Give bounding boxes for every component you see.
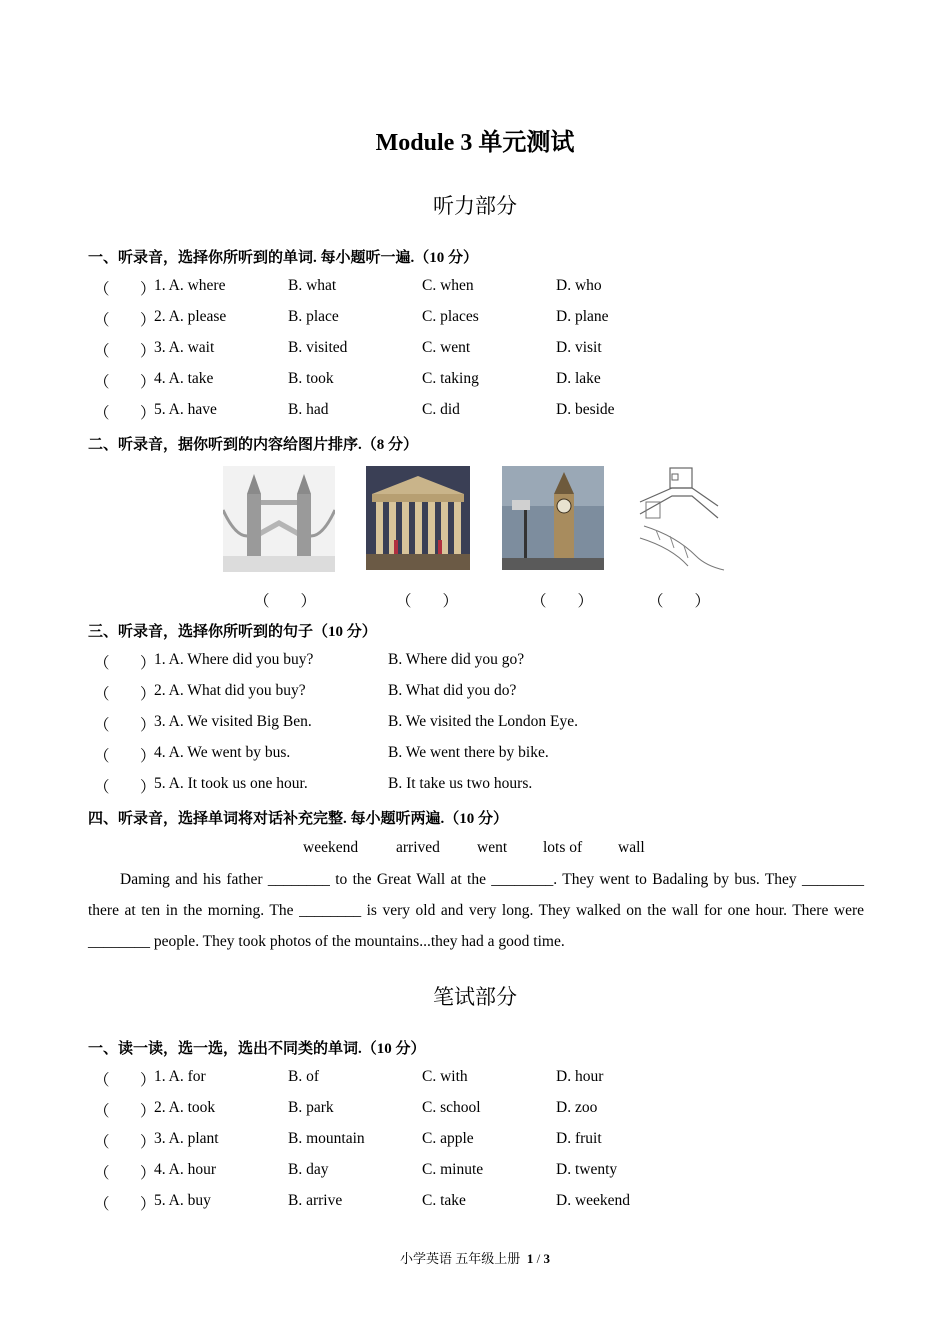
answer-paren-left: （ — [94, 1134, 110, 1151]
option-b: B. mountain — [288, 1130, 365, 1147]
answer-paren-right: ） — [140, 281, 156, 298]
answer-paren-left: （ — [94, 1072, 110, 1089]
sentence-a: 1. A. Where did you buy? — [154, 651, 314, 668]
cloze-passage — [88, 864, 864, 957]
option-a: 3. A. plant — [154, 1130, 219, 1147]
option-a: 2. A. please — [154, 308, 227, 325]
option-d: D. weekend — [556, 1192, 631, 1209]
part5-row — [88, 1130, 888, 1152]
answer-paren-right: ） — [140, 779, 156, 796]
option-b: B. park — [288, 1099, 334, 1116]
option-b: B. of — [288, 1068, 319, 1085]
answer-paren-right: ） — [140, 343, 156, 360]
option-c: C. did — [422, 401, 460, 418]
answer-paren-right: ） — [140, 655, 156, 672]
part1-row — [88, 339, 888, 361]
part3-row — [88, 651, 888, 673]
option-d: D. plane — [556, 308, 609, 325]
option-a: 1. A. where — [154, 277, 226, 294]
part5-row — [88, 1192, 888, 1214]
part5-row — [88, 1099, 888, 1121]
option-d: D. hour — [556, 1068, 604, 1085]
word-bank-item: arrived — [396, 839, 440, 856]
answer-paren-right: ） — [140, 374, 156, 391]
answer-paren-right: ） — [140, 748, 156, 765]
answer-paren-left: （ — [94, 779, 110, 796]
part3-heading: 三、听录音，选择你所听到的句子（10 分） — [88, 624, 377, 640]
answer-paren-right: ） — [140, 1134, 156, 1151]
page-number: 1 — [526, 1251, 534, 1266]
option-b: B. what — [288, 277, 337, 294]
option-a: 4. A. take — [154, 370, 214, 387]
option-d: D. beside — [556, 401, 615, 418]
answer-paren-right: ） — [140, 1165, 156, 1182]
option-c: C. places — [422, 308, 479, 325]
word-bank-item: lots of — [543, 839, 583, 856]
picture-answer-blank: （ ） — [648, 593, 711, 610]
cloze-passage-text: Daming and his father ________ to the Great Wall at the ________. They went to Badaling by bus. They ________ there at ten in the morning. The ________ is very old and very long. They walked on the wall for one hour. There were ________ people. They took photos of the mountains...they had a good time. — [88, 871, 864, 950]
option-a: 2. A. took — [154, 1099, 216, 1116]
sentence-b: B. It take us two hours. — [388, 775, 533, 792]
option-d: D. zoo — [556, 1099, 598, 1116]
option-b: B. had — [288, 401, 329, 418]
answer-paren-left: （ — [94, 281, 110, 298]
part3-row — [88, 744, 888, 766]
answer-paren-left: （ — [94, 405, 110, 422]
word-bank-item: went — [477, 839, 508, 856]
part3-row — [88, 713, 888, 735]
answer-paren-left: （ — [94, 748, 110, 765]
part3-row — [88, 775, 888, 797]
picture-answer-blank: （ ） — [254, 593, 317, 610]
answer-paren-left: （ — [94, 1165, 110, 1182]
picture-answer-blank: （ ） — [531, 593, 594, 610]
part5-row — [88, 1068, 888, 1090]
page-total: 3 — [543, 1251, 550, 1266]
word-bank-item: wall — [618, 839, 645, 856]
option-c: C. with — [422, 1068, 468, 1085]
option-c: C. minute — [422, 1161, 484, 1178]
answer-paren-right: ） — [140, 312, 156, 329]
option-c: C. school — [422, 1099, 481, 1116]
sentence-b: B. We went there by bike. — [388, 744, 549, 761]
answer-paren-right: ） — [140, 686, 156, 703]
big-ben-image — [502, 466, 604, 570]
part5-row — [88, 1161, 888, 1183]
part4-heading: 四、听录音，选择单词将对话补充完整. 每小题听两遍.（10 分） — [88, 811, 509, 827]
picture-answer-blank: （ ） — [396, 593, 459, 610]
great-wall-image — [636, 466, 728, 578]
part1-row — [88, 370, 888, 392]
answer-paren-right: ） — [140, 1072, 156, 1089]
option-d: D. fruit — [556, 1130, 602, 1147]
answer-paren-right: ） — [140, 717, 156, 734]
tower-bridge-image — [223, 466, 335, 572]
answer-paren-left: （ — [94, 686, 110, 703]
answer-paren-left: （ — [94, 1103, 110, 1120]
sentence-a: 2. A. What did you buy? — [154, 682, 306, 699]
answer-paren-left: （ — [94, 312, 110, 329]
option-b: B. took — [288, 370, 334, 387]
option-a: 5. A. have — [154, 401, 217, 418]
option-d: D. twenty — [556, 1161, 618, 1178]
answer-paren-left: （ — [94, 717, 110, 734]
sentence-a: 4. A. We went by bus. — [154, 744, 291, 761]
option-c: C. went — [422, 339, 471, 356]
footer-text: 小学英语 五年级上册 — [400, 1251, 521, 1266]
option-b: B. day — [288, 1161, 329, 1178]
option-a: 4. A. hour — [154, 1161, 216, 1178]
option-b: B. visited — [288, 339, 348, 356]
word-bank-item: weekend — [303, 839, 359, 856]
part2-heading: 二、听录音，据你听到的内容给图片排序.（8 分） — [88, 437, 419, 453]
answer-paren-left: （ — [94, 374, 110, 391]
part1-row — [88, 401, 888, 423]
sentence-a: 5. A. It took us one hour. — [154, 775, 308, 792]
option-d: D. visit — [556, 339, 602, 356]
picture-strip — [0, 466, 950, 576]
listening-section-title: 听力部分 — [433, 194, 517, 218]
answer-paren-left: （ — [94, 343, 110, 360]
sentence-b: B. Where did you go? — [388, 651, 525, 668]
answer-paren-right: ） — [140, 1196, 156, 1213]
option-b: B. arrive — [288, 1192, 343, 1209]
answer-paren-left: （ — [94, 655, 110, 672]
page-separator: / — [533, 1251, 544, 1266]
page-footer — [0, 1248, 950, 1267]
answer-paren-left: （ — [94, 1196, 110, 1213]
answer-paren-right: ） — [140, 1103, 156, 1120]
part1-row — [88, 308, 888, 330]
option-a: 3. A. wait — [154, 339, 215, 356]
sentence-b: B. What did you do? — [388, 682, 517, 699]
part3-row — [88, 682, 888, 704]
writing-section-title: 笔试部分 — [433, 985, 517, 1009]
option-d: D. who — [556, 277, 602, 294]
option-b: B. place — [288, 308, 339, 325]
option-c: C. taking — [422, 370, 479, 387]
part1-heading: 一、听录音，选择你所听到的单词. 每小题听一遍.（10 分） — [88, 250, 479, 266]
part1-row — [88, 277, 888, 299]
option-c: C. when — [422, 277, 474, 294]
option-a: 1. A. for — [154, 1068, 206, 1085]
page-title: Module 3 单元测试 — [375, 130, 575, 156]
option-d: D. lake — [556, 370, 601, 387]
option-c: C. take — [422, 1192, 466, 1209]
british-museum-image — [366, 466, 470, 570]
answer-paren-right: ） — [140, 405, 156, 422]
option-c: C. apple — [422, 1130, 474, 1147]
sentence-b: B. We visited the London Eye. — [388, 713, 579, 730]
option-a: 5. A. buy — [154, 1192, 211, 1209]
sentence-a: 3. A. We visited Big Ben. — [154, 713, 312, 730]
part5-heading: 一、读一读，选一选，选出不同类的单词.（10 分） — [88, 1041, 426, 1057]
